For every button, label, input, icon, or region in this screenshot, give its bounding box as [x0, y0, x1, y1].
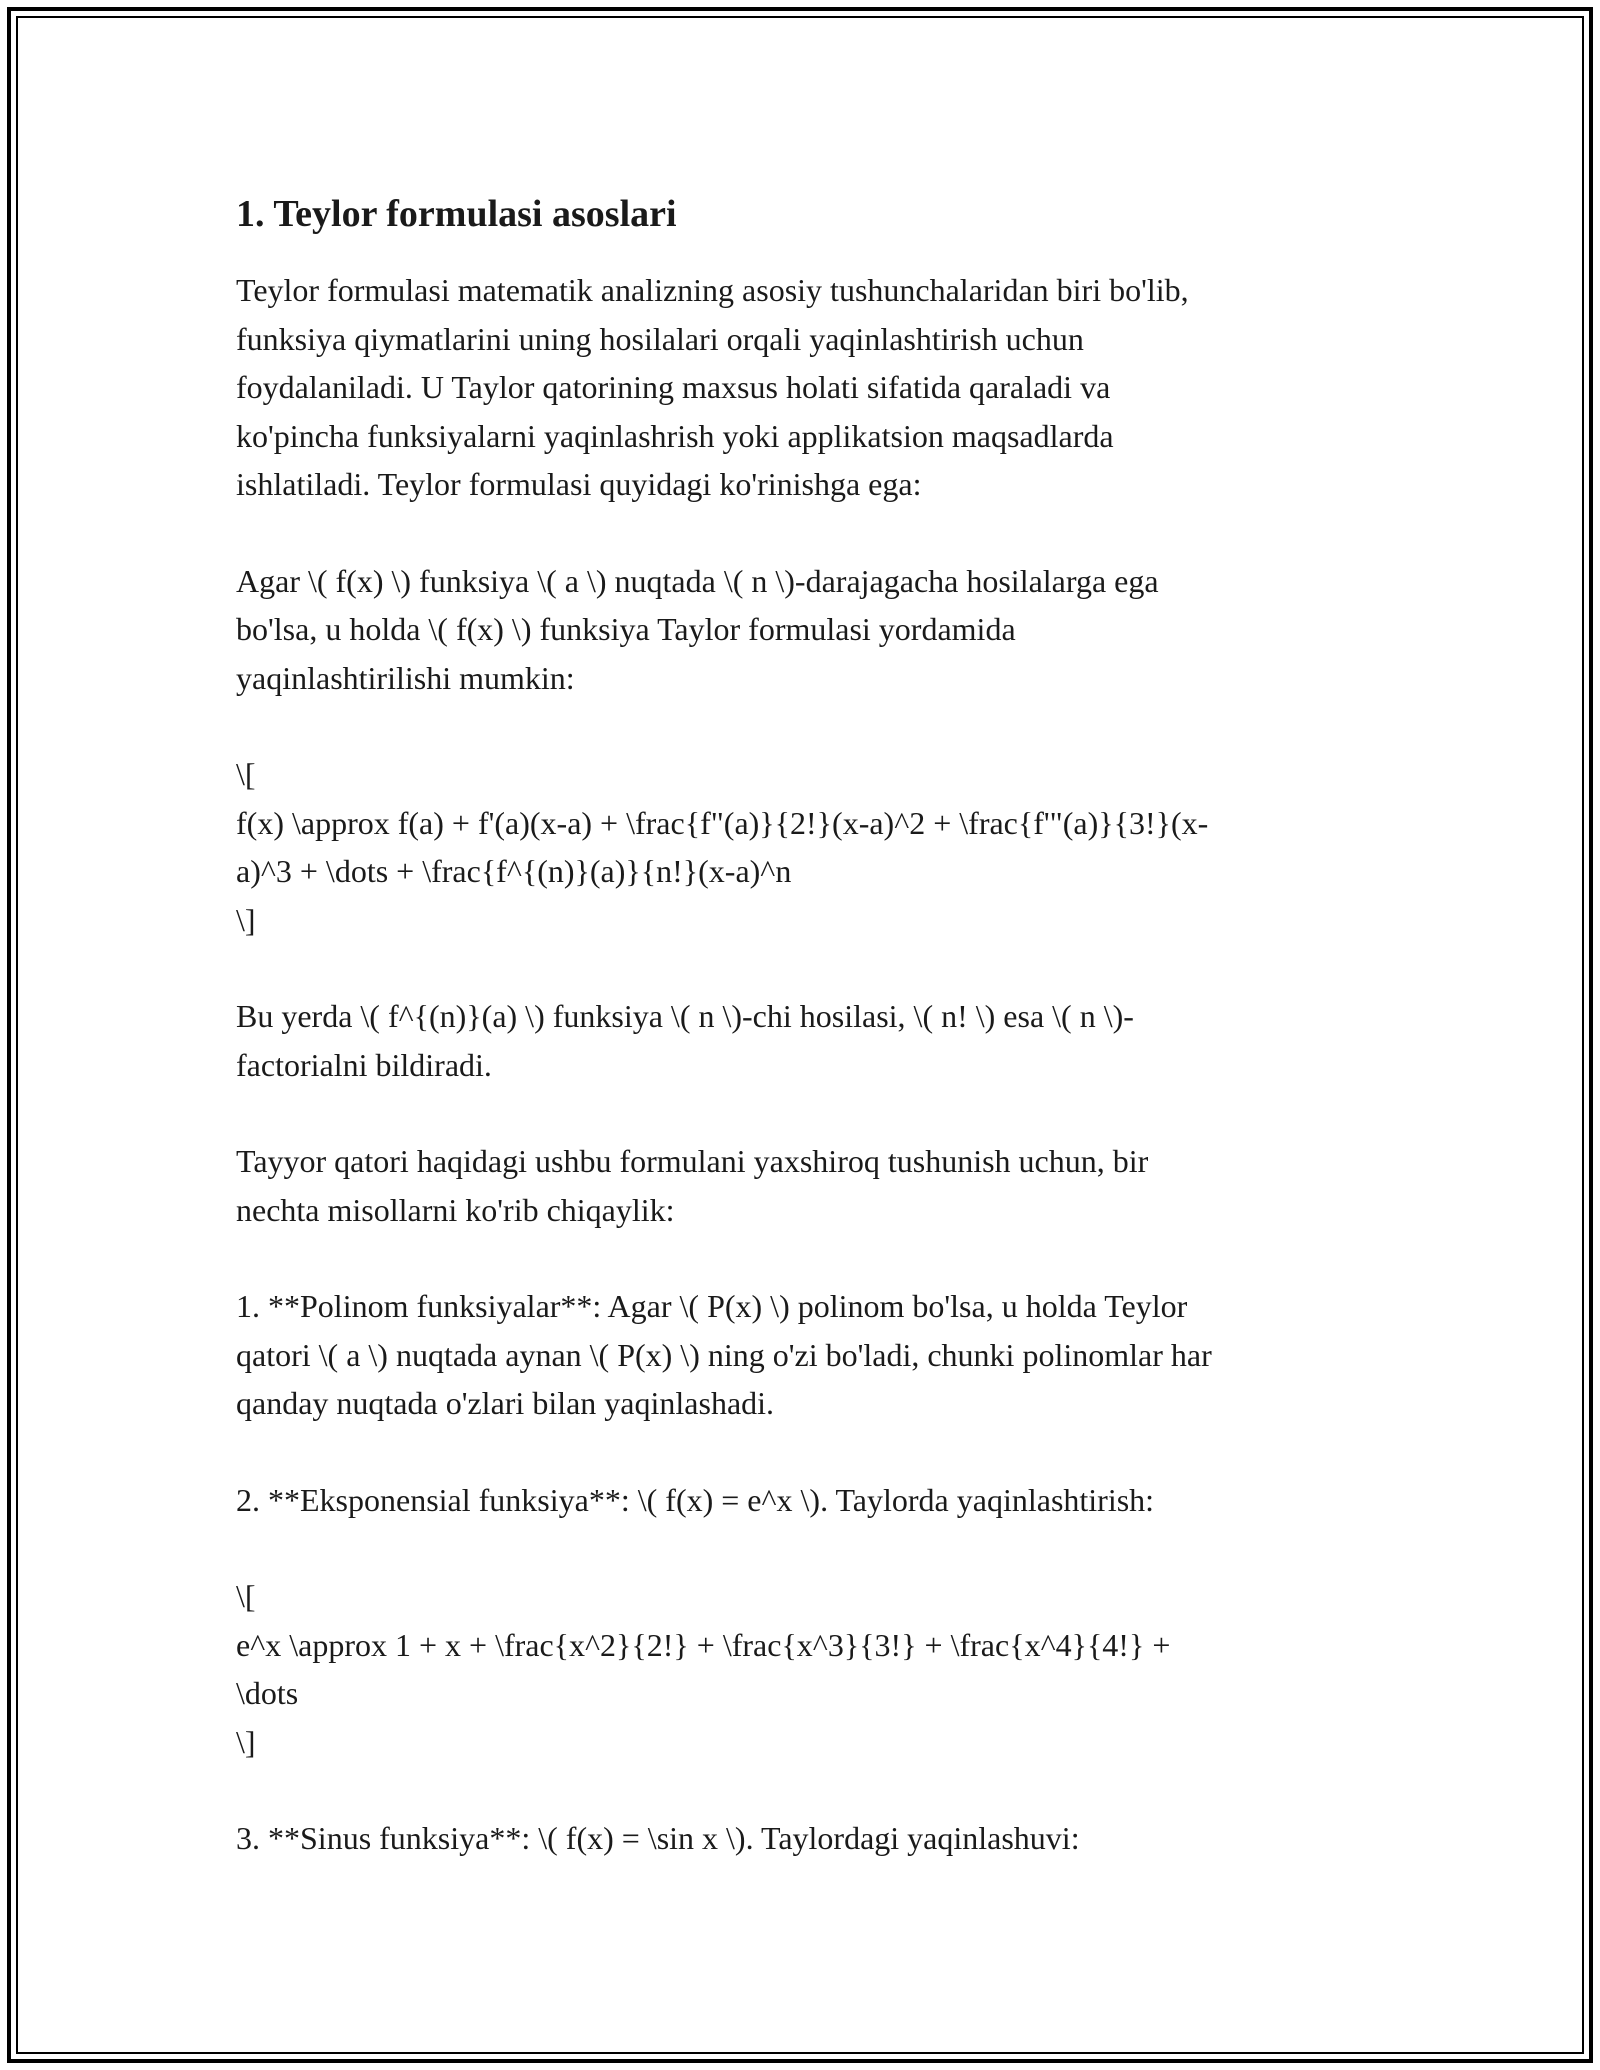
text-line: factorialni bildiradi. — [236, 1046, 492, 1083]
text-line: qanday nuqtada o'zlari bilan yaqinlashadi. — [236, 1385, 775, 1421]
formula-line: f(x) \approx f(a) + f'(a)(x-a) + \frac{f"(a)}{2!}(x-a)^2 + \frac{f'"(a)}{3!}(x- — [236, 804, 1209, 841]
text-line: nechta misollarni ko'rib chiqaylik: — [236, 1191, 675, 1228]
text-line: 3. **Sinus funksiya**: \( f(x) = \sin x \). Taylordagi yaqinlashuvi: — [236, 1820, 1080, 1856]
formula-line: \dots — [236, 1675, 299, 1711]
condition-paragraph — [236, 557, 1356, 703]
text-line: 2. **Eksponensial funksiya**: \( f(x) = e^x \). Taylorda yaqinlashtirish: — [236, 1481, 1155, 1518]
text-line: Teylor formulasi matematik analizning asosiy tushunchalaridan biri bo'lib, — [236, 272, 1189, 308]
formula-line: \] — [236, 1723, 256, 1760]
section-heading: 1. Teylor formulasi asoslari — [236, 193, 677, 235]
document-body — [236, 186, 1356, 1911]
formula-line: \[ — [236, 756, 256, 792]
examples-intro-paragraph — [236, 1137, 1356, 1234]
text-line: qatori \( a \) nuqtada aynan \( P(x) \) ning o'zi bo'ladi, chunki polinomlar har — [236, 1336, 1212, 1373]
formula-line: a)^3 + \dots + \frac{f^{(n)}(a)}{n!}(x-a)^n — [236, 853, 792, 889]
text-line: Bu yerda \( f^{(n)}(a) \) funksiya \( n \)-chi hosilasi, \( n! \) esa \( n \)- — [236, 998, 1134, 1034]
text-line: funksiya qiymatlarini uning hosilalari orqali yaqinlashtirish uchun — [236, 320, 1084, 357]
example-exponential — [236, 1476, 1356, 1525]
text-line: Agar \( f(x) \) funksiya \( a \) nuqtada \( n \)-darajagacha hosilalarga ega — [236, 562, 1159, 599]
example-polynomial — [236, 1282, 1356, 1428]
explanation-paragraph — [236, 992, 1356, 1089]
example-sine — [236, 1814, 1356, 1863]
text-line: Tayyor qatori haqidagi ushbu formulani yaxshiroq tushunish uchun, bir — [236, 1143, 1149, 1179]
exponential-formula-block — [236, 1572, 1356, 1766]
formula-line: e^x \approx 1 + x + \frac{x^2}{2!} + \frac{x^3}{3!} + \frac{x^4}{4!} + — [236, 1626, 1171, 1663]
text-line: 1. **Polinom funksiyalar**: Agar \( P(x) \) polinom bo'lsa, u holda Teylor — [236, 1288, 1188, 1324]
text-line: foydalaniladi. U Taylor qatorining maxsus holati sifatida qaraladi va — [236, 369, 1111, 405]
text-line: ko'pincha funksiyalarni yaqinlashrish yoki applikatsion maqsadlarda — [236, 417, 1114, 454]
text-line: bo'lsa, u holda \( f(x) \) funksiya Taylor formulasi yordamida — [236, 611, 1016, 647]
intro-paragraph — [236, 266, 1356, 509]
formula-line: \[ — [236, 1578, 256, 1614]
text-line: ishlatiladi. Teylor formulasi quyidagi ko'rinishga ega: — [236, 466, 922, 502]
text-line: yaqinlashtirilishi mumkin: — [236, 659, 575, 696]
formula-line: \] — [236, 901, 256, 938]
taylor-formula-block — [236, 750, 1356, 944]
